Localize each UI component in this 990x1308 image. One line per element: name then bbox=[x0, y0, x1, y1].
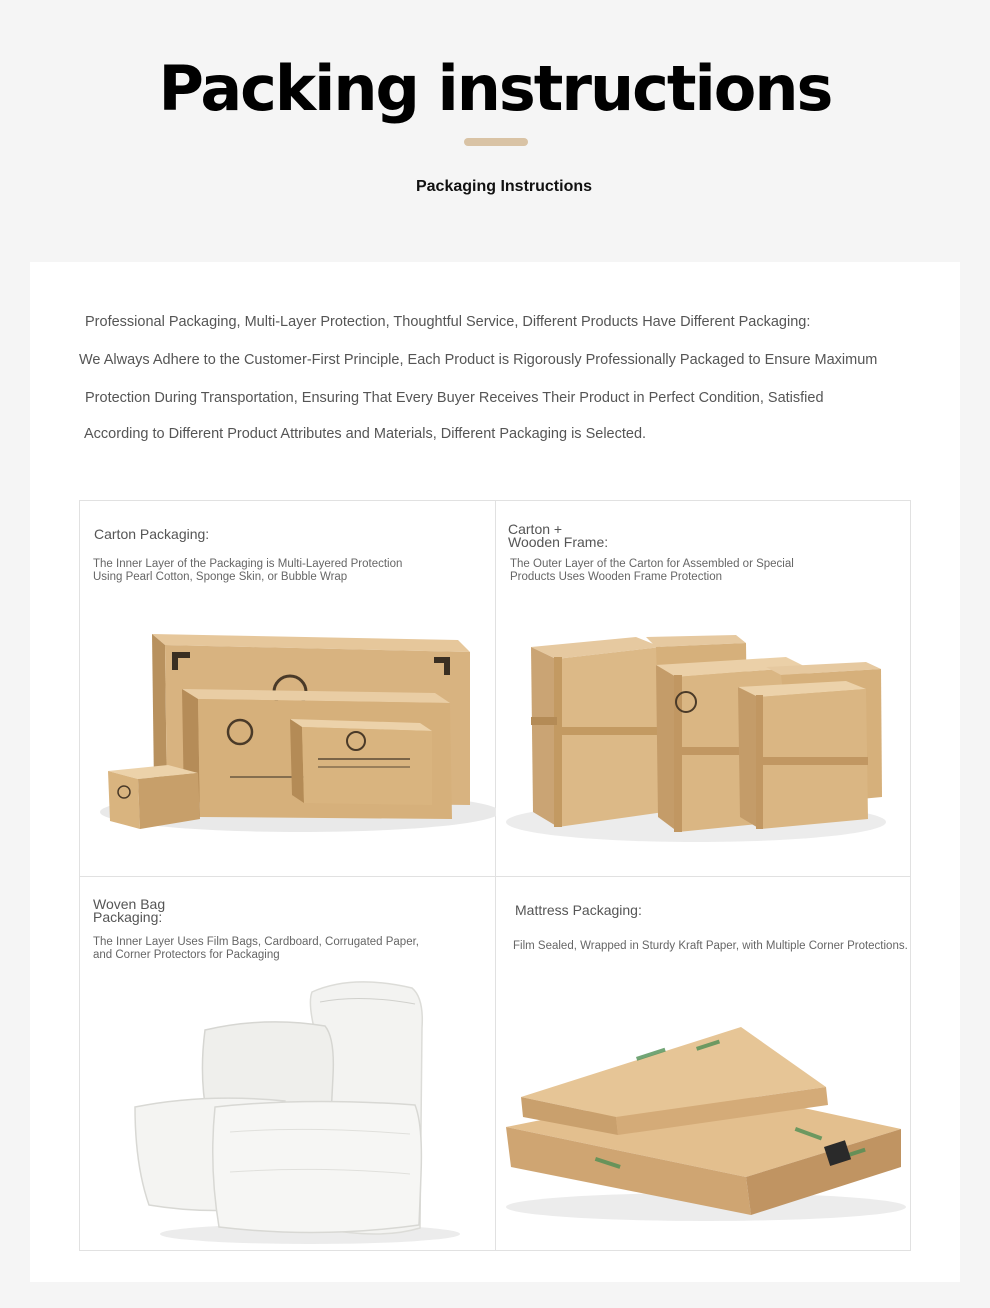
page-subtitle: Packaging Instructions bbox=[415, 178, 593, 195]
wooden-frame-packaging-title: Carton + Wooden Frame: bbox=[508, 521, 609, 550]
mattress-packaging-title: Mattress Packaging: bbox=[515, 902, 642, 918]
title-accent-bar bbox=[464, 138, 528, 146]
woven-bag-packaging-desc: The Inner Layer Uses Film Bags, Cardboard, Corrugated Paper, and Corner Protectors for Packaging bbox=[93, 936, 419, 961]
woven-bag-packaging-title: Woven Bag Packaging: bbox=[93, 896, 166, 925]
mattress-package-image bbox=[496, 1017, 910, 1237]
page-title: Packing instructions bbox=[158, 52, 832, 125]
wooden-crates-image bbox=[496, 607, 910, 877]
mattress-packaging-desc: Film Sealed, Wrapped in Sturdy Kraft Paper, with Multiple Corner Protections. bbox=[513, 940, 908, 952]
intro-line-2: We Always Adhere to the Customer-First Principle, Each Product is Rigorously Professionally Packaged to Ensure Maximum bbox=[79, 352, 878, 368]
woven-bag-packaging-cell bbox=[80, 877, 496, 1250]
carton-packaging-desc: The Inner Layer of the Packaging is Multi-Layered Protection Using Pearl Cotton, Sponge Skin, or Bubble Wrap bbox=[93, 558, 403, 583]
intro-line-4: According to Different Product Attributes and Materials, Different Packaging is Selected. bbox=[84, 426, 647, 442]
intro-line-1: Professional Packaging, Multi-Layer Protection, Thoughtful Service, Different Products Have Different Packaging: bbox=[85, 314, 811, 330]
wooden-frame-packaging-desc: The Outer Layer of the Carton for Assembled or Special Products Uses Wooden Frame Protection bbox=[510, 558, 794, 583]
woven-bags-image bbox=[80, 972, 496, 1247]
intro-line-3: Protection During Transportation, Ensuring That Every Buyer Receives Their Product in Perfect Condition, Satisfied bbox=[85, 390, 824, 406]
carton-packaging-cell bbox=[80, 501, 496, 877]
packaging-grid bbox=[79, 500, 911, 1251]
carton-boxes-image bbox=[80, 607, 496, 877]
mattress-packaging-cell bbox=[496, 877, 910, 1250]
carton-packaging-title: Carton Packaging: bbox=[94, 526, 210, 542]
wooden-frame-packaging-cell bbox=[496, 501, 910, 877]
